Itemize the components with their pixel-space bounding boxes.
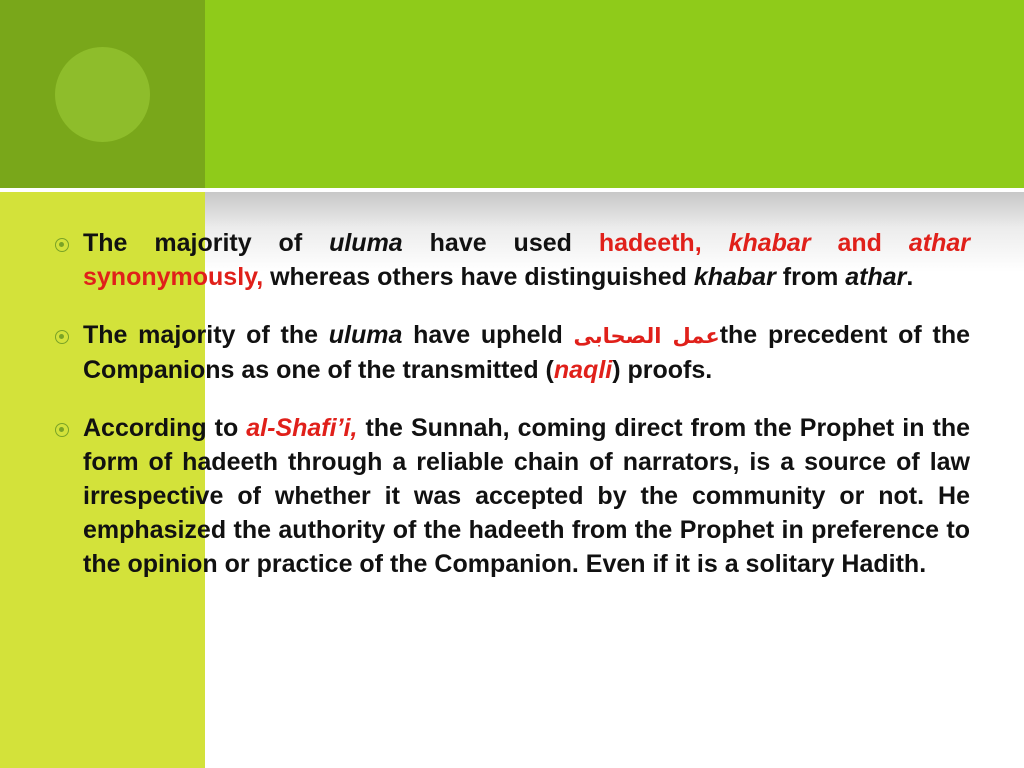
term-al-shafii: al-Shafi’i, — [246, 414, 358, 442]
top-decor-band — [205, 0, 1024, 188]
text-run: from — [775, 263, 846, 291]
arabic-term: عمل الصحابى — [573, 324, 720, 348]
text-run: whereas others have distinguished — [263, 263, 694, 291]
circle-dot-icon — [55, 423, 69, 437]
circle-dot-icon — [55, 238, 69, 252]
text-run: The majority of — [83, 229, 330, 257]
term-uluma: uluma — [329, 229, 403, 257]
term-athar: athar — [845, 263, 907, 291]
text-run: have upheld — [402, 321, 574, 349]
term-hadeeth: hadeeth, — [598, 229, 729, 257]
text-run: According to — [83, 414, 247, 442]
term-naqli: naqli — [553, 356, 613, 384]
text-run: The majority of the — [83, 321, 329, 349]
text-run: the precedent of the Companions as one of the transmitted ( — [83, 321, 970, 384]
text-run: ) proofs. — [612, 356, 713, 384]
term-synonymously: synonymously, — [83, 263, 264, 291]
bullet-item-1 — [55, 226, 970, 294]
term-khabar: khabar — [728, 229, 811, 257]
circle-dot-icon — [55, 330, 69, 344]
decor-circle — [55, 47, 150, 142]
text-run: . — [906, 263, 914, 291]
bullet-item-2 — [55, 318, 970, 387]
term-khabar: khabar — [693, 263, 776, 291]
text-run: the Sunnah, coming direct from the Prophet in the form of hadeeth through a reliable chain of narrators, is a source of law irrespective of whether it was accepted by the community or not. He emphasized the authority of the hadeeth from the Prophet in preference to the opinion or practice of the Companion. Even if it is a solitary Hadith. — [83, 414, 970, 578]
text-run: have used — [402, 229, 599, 257]
term-uluma: uluma — [328, 321, 403, 349]
term-athar: athar — [908, 229, 971, 257]
text-run: and — [810, 229, 909, 257]
slide-body — [55, 226, 970, 605]
bullet-item-3 — [55, 411, 970, 581]
